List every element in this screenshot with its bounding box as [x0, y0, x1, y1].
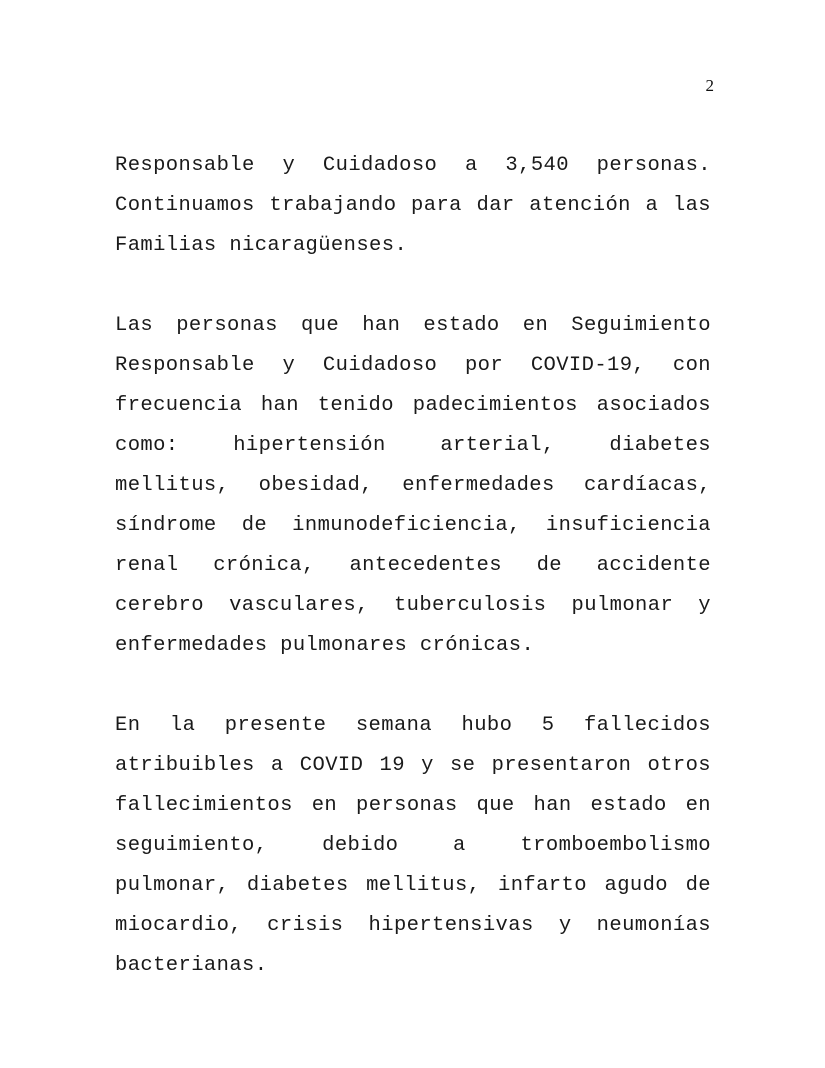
paragraph-associated-conditions: Las personas que han estado en Seguimiento Responsable y Cuidadoso por COVID-19, con frecuencia han tenido padecimientos asociados como: hipertensión arterial, diabetes mellitus, obesidad, enfermedades cardíacas, síndrome de inmunodeficiencia, insuficiencia renal crónica, antecedentes de accidente cerebro vasculares, tuberculosis pulmonar y enfermedades pulmonares crónicas. — [115, 314, 711, 657]
paragraph-continuation: Responsable y Cuidadoso a 3,540 personas. Continuamos trabajando para dar atención a las Familias nicaragüenses. — [115, 154, 711, 257]
paragraph-deaths: En la presente semana hubo 5 fallecidos atribuibles a COVID 19 y se presentaron otros fallecimientos en personas que han estado en seguimiento, debido a tromboembolismo pulmonar, diabetes mellitus, infarto agudo de miocardio, crisis hipertensivas y neumonías bacterianas. — [115, 714, 711, 977]
page-number: 2 — [705, 76, 714, 95]
